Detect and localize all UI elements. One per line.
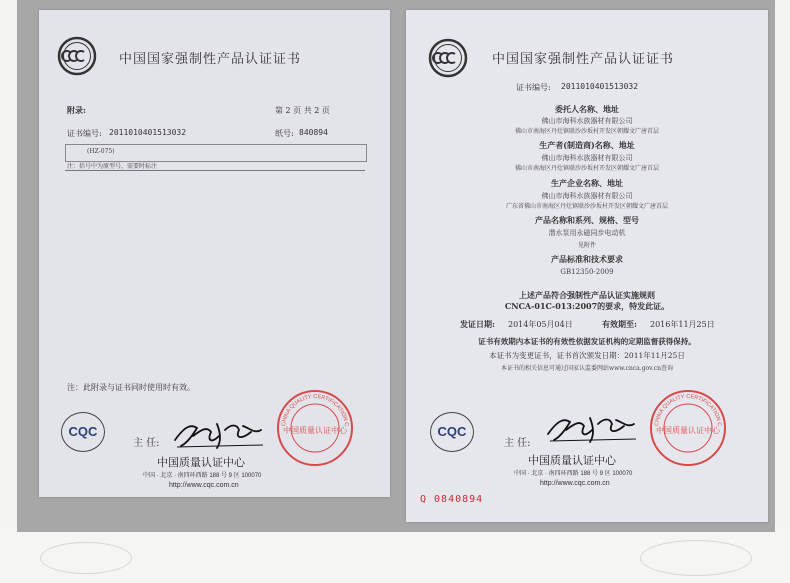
org-address: 中国 · 北京 · 南四环西路 188 号 9 区 100070	[514, 471, 633, 477]
standard-value-text: GB12350-2009	[560, 268, 614, 276]
org-name: 中国质量认证中心	[528, 455, 616, 467]
standard-heading	[406, 254, 768, 265]
org-address: 中国 · 北京 · 南四环西路 188 号 9 区 100070	[143, 473, 262, 479]
conformity-line-2-text: CNCA-01C-013:2007的要求，特发此证。	[504, 301, 670, 311]
client-heading	[406, 104, 768, 115]
certificate-main-page	[406, 10, 768, 522]
conformity-line-2	[406, 301, 768, 312]
director-label: 主 任:	[504, 438, 531, 449]
manufacturer-address	[406, 163, 768, 172]
ccc-mark-icon	[57, 36, 97, 76]
seal-inner-text: 中国质量认证中心	[656, 426, 720, 435]
factory-address	[406, 201, 768, 210]
factory-heading	[406, 178, 768, 189]
cert-number-label: 证书编号:	[516, 83, 551, 92]
ccc-mark-icon	[428, 38, 468, 78]
manufacturer-address-text: 佛山市南海区丹灶镇联沙沙坂村开发区朝耀文广唐首层	[514, 165, 659, 172]
product-heading-text: 产品名称和系列、规格、型号	[535, 215, 639, 225]
change-note-text: 本证书为变更证书，证书首次颁发日期：2011年11月25日	[489, 351, 685, 360]
client-name-text: 佛山市海科水族器材有限公司	[541, 117, 633, 125]
manufacturer-name-text: 佛山市海科水族器材有限公司	[541, 154, 633, 162]
client-address-text: 佛山市南海区丹灶镇联沙沙坂村开发区朝耀文广唐首层	[514, 128, 659, 135]
cqc-logo	[430, 412, 474, 452]
org-website: http://www.cqc.com.cn	[169, 482, 239, 489]
standard-heading-text: 产品标准和技术要求	[551, 254, 623, 264]
serial-number: Q 0840894	[420, 494, 484, 505]
divider	[65, 170, 365, 171]
certificate-title: 中国国家强制性产品认证证书	[492, 52, 675, 67]
change-note	[406, 350, 768, 361]
issue-date: 2014年05月04日	[508, 320, 573, 329]
factory-name-text: 佛山市海科水族器材有限公司	[541, 192, 633, 200]
standard-value	[406, 268, 768, 276]
bracket-note: 注：括号中为原型号，需要时标注	[67, 163, 158, 170]
certificate-title: 中国国家强制性产品认证证书	[119, 52, 302, 67]
director-signature	[171, 416, 266, 454]
validity-note-text: 证书有效期内本证书的有效性依据发证机构的定期监督获得保持。	[478, 337, 696, 346]
factory-name	[406, 191, 768, 201]
org-name: 中国质量认证中心	[157, 457, 245, 469]
cert-number: 2011010401513032	[109, 128, 187, 137]
validity-label: 有效期至:	[602, 319, 637, 329]
background-decoration	[0, 532, 790, 583]
paper-number-label: 纸号:	[275, 129, 294, 138]
query-note-text: 本证书的相关信息可通过国家认监委网站www.cnca.gov.cn查询	[501, 365, 673, 372]
manufacturer-heading-text: 生产者(制造商)名称、地址	[539, 140, 635, 150]
footer-note: 注：此附录与证书同时使用时有效。	[67, 383, 195, 392]
validity-date: 2016年11月25日	[650, 320, 715, 329]
manufacturer-heading	[406, 140, 768, 151]
director-label: 主 任:	[133, 438, 160, 449]
product-name	[406, 228, 768, 238]
seal-outer-text: CHINA QUALITY CERTIFICATION C	[281, 393, 350, 427]
validity-note	[406, 336, 768, 347]
product-heading	[406, 215, 768, 226]
product-note-text: 见附件	[577, 242, 596, 249]
attachment-label: 附录:	[67, 105, 86, 115]
product-note	[406, 240, 768, 249]
certification-seal	[275, 388, 355, 472]
query-note	[406, 363, 768, 372]
issue-date-label: 发证日期:	[460, 319, 495, 329]
manufacturer-name	[406, 153, 768, 163]
cert-number-label: 证书编号:	[67, 129, 102, 138]
cqc-logo	[61, 412, 105, 452]
seal-outer-text: CHINA QUALITY CERTIFICATION C	[654, 393, 723, 427]
certification-seal	[648, 388, 728, 472]
conformity-line-1-text: 上述产品符合强制性产品认证实施规则	[519, 290, 655, 300]
client-address	[406, 126, 768, 135]
page-indicator: 第 2 页 共 2 页	[275, 106, 330, 115]
form-code: (HZ-075)	[87, 148, 115, 155]
factory-address-text: 广东省佛山市南海区丹灶镇联沙沙坂村开发区朝耀文广唐首层	[505, 203, 668, 210]
director-signature	[544, 410, 639, 448]
client-name	[406, 116, 768, 126]
factory-heading-text: 生产企业名称、地址	[551, 178, 623, 188]
product-name-text: 潜水泵用永磁同步电动机	[548, 229, 626, 237]
cert-number: 2011010401513032	[561, 82, 639, 91]
paper-number: 840894	[299, 128, 328, 137]
org-website: http://www.cqc.com.cn	[540, 480, 610, 487]
cqc-logo-text: CQC	[437, 424, 467, 439]
cqc-logo-text: CQC	[68, 424, 98, 439]
seal-inner-text: 中国质量认证中心	[283, 426, 347, 435]
client-heading-text: 委托人名称、地址	[555, 104, 619, 114]
certificate-annex-page	[39, 10, 390, 497]
conformity-line-1	[406, 290, 768, 301]
